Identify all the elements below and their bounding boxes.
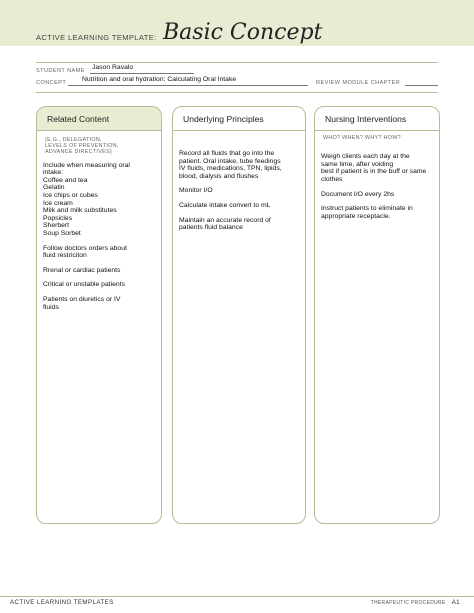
template-title: Basic Concept	[163, 20, 323, 45]
footer-section: THERAPEUTIC PROCEDURE	[370, 600, 446, 606]
footer-right	[371, 599, 460, 606]
page-number: A1	[451, 599, 460, 606]
footer-title: ACTIVE LEARNING TEMPLATES	[10, 599, 114, 606]
divider	[36, 62, 438, 63]
list-item: Record all fluids that go into the patient. Oral intake, tube feedings IV fluids, medications, TPN, lipids, blood, dialysis and flushes	[179, 150, 282, 180]
list-item: Monitor I/O	[179, 187, 213, 195]
nursing-interventions-subnote: WHO? WHEN? WHY? HOW?	[323, 135, 401, 141]
list-item: Instruct patients to eliminate in appropriate receptacle.	[321, 205, 413, 220]
list-item: Weigh clients each day at the same time, after voiding best if patient is in the buff or same clothes	[321, 153, 427, 183]
related-content-heading: Related Content	[37, 107, 161, 131]
underlying-principles-body[interactable]	[179, 150, 305, 232]
related-content-panel	[36, 106, 162, 524]
nursing-interventions-heading: Nursing Interventions	[315, 107, 439, 131]
list-item: Document I/O every 2hs	[321, 190, 395, 198]
review-module-label: REVIEW MODULE CHAPTER	[316, 80, 401, 86]
footer-divider	[0, 596, 474, 597]
list-item: Maintain an accurate record of patients fluid balance	[179, 216, 271, 232]
concept-underline	[68, 85, 308, 86]
divider	[36, 92, 438, 93]
student-name-field[interactable]: Jason Ravalo	[92, 64, 134, 71]
subnote-line: (E.G., DELEGATION,	[45, 137, 102, 143]
student-name-underline	[90, 73, 194, 74]
list-item: Critical or unstable patients	[43, 281, 125, 289]
list-item: Patients on diuretics or IV fluids	[43, 295, 121, 311]
review-module-field[interactable]	[405, 85, 438, 86]
subnote-line: LEVELS OF PREVENTION,	[45, 143, 119, 150]
related-content-body[interactable]	[43, 162, 161, 312]
nursing-interventions-panel	[314, 106, 440, 524]
list-item: Include when measuring oral intake: Coffee and tea Gelatin Ice chips or cubes Ice cream Milk and milk substitutes Popsicles Sherbert Soup Sorbet	[43, 161, 130, 237]
list-item: Calculate intake convert to mL	[179, 201, 271, 209]
list-item: Follow doctors orders about fluid restriciton	[43, 244, 127, 260]
concept-label: CONCEPT	[36, 80, 67, 86]
underlying-principles-heading: Underlying Principles	[173, 107, 305, 131]
list-item: Rrenal or cardiac patients	[43, 266, 121, 274]
underlying-principles-panel	[172, 106, 306, 524]
concept-field[interactable]: Nutrition and oral hydration: Calculating Oral Intake	[82, 76, 237, 83]
subnote-line: ADVANCE DIRECTIVES)	[45, 149, 113, 156]
student-name-label: STUDENT NAME	[36, 68, 85, 74]
related-content-subnote	[43, 137, 161, 156]
nursing-interventions-body[interactable]	[321, 153, 439, 220]
template-label: ACTIVE LEARNING TEMPLATE:	[36, 33, 157, 42]
